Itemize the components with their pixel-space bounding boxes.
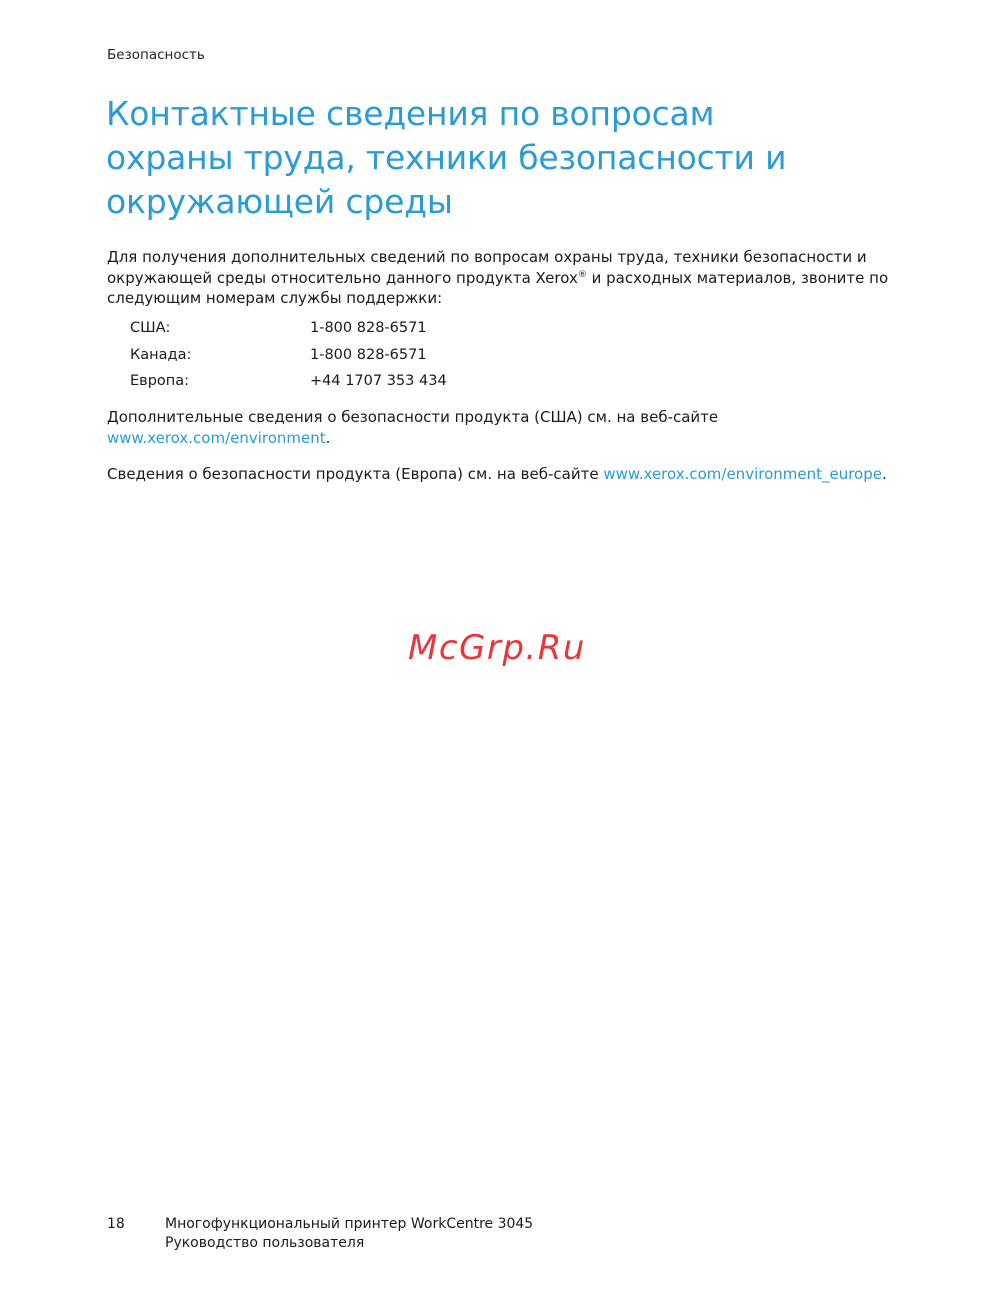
intro-text: Для получения дополнительных сведений по вопросам охраны труда, техники безопасности и окружающей среды относительно данного продукта Xerox (107, 248, 867, 287)
eu-safety-text: Сведения о безопасности продукта (Европа) см. на веб-сайте (107, 465, 604, 483)
watermark-logo: McGrp.Ru (408, 628, 586, 668)
page-number: 18 (107, 1216, 125, 1232)
registered-mark: ® (577, 269, 587, 280)
contact-phone: 1-800 828-6571 (310, 346, 427, 363)
eu-safety-paragraph (107, 464, 907, 485)
contact-region: Европа: (130, 373, 190, 390)
footer-text (165, 1215, 533, 1253)
us-safety-paragraph (107, 407, 907, 448)
intro-text-end: и расходных материалов, звоните по следующим номерам службы поддержки: (107, 268, 889, 307)
us-safety-text: Дополнительные сведения о безопасности продукта (США) см. на веб-сайте (107, 408, 719, 426)
title-line-2: охраны труда, техники безопасности и (106, 138, 787, 177)
eu-environment-link[interactable]: www.xerox.com/environment_europe (603, 465, 882, 483)
page-footer (107, 1215, 533, 1253)
section-header: Безопасность (107, 47, 205, 63)
footer-guide: Руководство пользователя (165, 1235, 365, 1251)
contact-region: США: (130, 320, 171, 337)
title-line-1: Контактные сведения по вопросам (106, 94, 715, 133)
contact-row-usa (130, 315, 447, 342)
intro-paragraph (107, 247, 907, 309)
page-title (106, 92, 906, 224)
contacts-list (130, 315, 447, 395)
contact-row-europe (130, 368, 447, 395)
footer-product: Многофункциональный принтер WorkCentre 3045 (165, 1216, 534, 1232)
us-environment-link[interactable]: www.xerox.com/environment (107, 428, 326, 447)
contact-phone: 1-800 828-6571 (310, 320, 427, 337)
contact-phone: +44 1707 353 434 (310, 373, 447, 390)
title-line-3: окружающей среды (106, 182, 453, 221)
contact-region: Канада: (130, 346, 192, 363)
us-period: . (325, 428, 331, 447)
contact-row-canada (130, 342, 447, 369)
eu-period: . (882, 465, 887, 483)
